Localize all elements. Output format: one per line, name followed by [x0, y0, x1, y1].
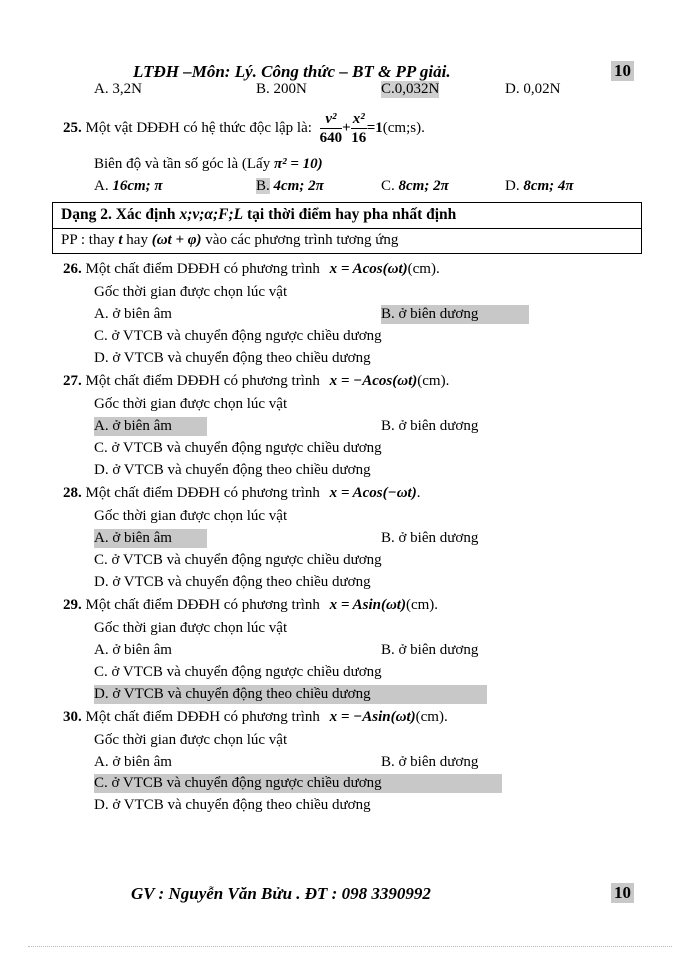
q28-option-a: A. ở biên âm — [94, 530, 172, 546]
question-number: 29. — [63, 597, 82, 613]
section-title-pre: Dạng 2. Xác định — [61, 206, 176, 223]
question-text: Một chất điểm DĐĐH có phương trình — [85, 373, 320, 389]
q30-option-a: A. ở biên âm — [94, 754, 172, 770]
q26-option-d: D. ở VTCB và chuyển động theo chiều dương — [94, 350, 371, 366]
pi-squared-math: π² = 10) — [273, 156, 323, 172]
q29-option-b: B. ở biên dương — [381, 642, 479, 658]
option-value: 8cm; 4π — [523, 178, 574, 194]
q27-option-c: C. ở VTCB và chuyển động ngược chiều dương — [94, 440, 382, 456]
option-label: D. — [505, 178, 520, 194]
question-text: Một chất điểm DĐĐH có phương trình — [85, 485, 320, 501]
q29-option-c: C. ở VTCB và chuyển động ngược chiều dương — [94, 664, 382, 680]
question-number: 30. — [63, 709, 82, 725]
q30-origin: Gốc thời gian được chọn lúc vật — [94, 732, 288, 748]
option-value: 8cm; 2π — [398, 178, 449, 194]
q30-option-b: B. ở biên dương — [381, 754, 479, 770]
question-unit: (cm). — [405, 597, 439, 613]
option-value: 16cm; π — [112, 178, 163, 194]
question-unit: (cm). — [407, 261, 440, 277]
option-label: A. — [94, 178, 109, 194]
question-unit: (cm). — [415, 709, 448, 725]
question-number: 27. — [63, 373, 82, 389]
q25-option-c — [381, 178, 449, 195]
section-title-math: x;v;α;F;L — [179, 206, 244, 223]
footer-teacher: GV : Nguyễn Văn Bửu . ĐT : 098 3390992 — [131, 884, 431, 903]
q27-option-d: D. ở VTCB và chuyển động theo chiều dương — [94, 462, 371, 478]
question-30 — [63, 709, 448, 726]
fraction-numerator: x² — [352, 111, 365, 128]
units: (cm;s). — [382, 120, 425, 136]
section-title — [61, 206, 456, 224]
method-math: (ωt + φ) — [151, 232, 202, 248]
q30-option-c: C. ở VTCB và chuyển động ngược chiều dương — [94, 775, 382, 791]
fraction-denominator: 640 — [319, 130, 343, 147]
q28-option-b: B. ở biên dương — [381, 530, 479, 546]
plus-sign: + — [342, 120, 351, 136]
question-number: 25. — [63, 120, 82, 136]
q26-option-c: C. ở VTCB và chuyển động ngược chiều dương — [94, 328, 382, 344]
q26-option-a: A. ở biên âm — [94, 306, 172, 322]
q25-line2 — [94, 156, 323, 173]
fraction-x2-16 — [351, 110, 367, 147]
question-26 — [63, 261, 440, 278]
header-page-number: 10 — [611, 61, 634, 81]
q25-option-a — [94, 178, 163, 195]
q28-option-c: C. ở VTCB và chuyển động ngược chiều dương — [94, 552, 382, 568]
prev-answer-a: A. 3,2N — [94, 81, 142, 97]
prev-answer-b: B. 200N — [256, 81, 307, 97]
question-text: Một chất điểm DĐĐH có phương trình — [85, 709, 320, 725]
question-text: Một chất điểm DĐĐH có phương trình — [85, 261, 320, 277]
fraction-numerator: v² — [320, 110, 343, 129]
prev-answer-d: D. 0,02N — [505, 81, 561, 97]
question-unit: (cm). — [417, 373, 450, 389]
question-unit: . — [416, 485, 421, 501]
q25-option-b — [256, 178, 324, 195]
footer-page-number: 10 — [611, 883, 634, 903]
q27-option-b: B. ở biên dương — [381, 418, 479, 434]
question-number: 26. — [63, 261, 82, 277]
q29-origin: Gốc thời gian được chọn lúc vật — [94, 620, 288, 636]
q27-option-a: A. ở biên âm — [94, 418, 172, 434]
q26-option-b: B. ở biên dương — [381, 306, 479, 322]
section-title-post: tại thời điểm hay pha nhất định — [246, 206, 457, 223]
q28-origin: Gốc thời gian được chọn lúc vật — [94, 508, 288, 524]
question-25 — [63, 104, 425, 152]
fraction-denominator: 16 — [351, 130, 367, 147]
question-equation: x = −Acos(ωt) — [329, 373, 418, 389]
option-label: C. — [381, 178, 395, 194]
q28-option-d: D. ở VTCB và chuyển động theo chiều dương — [94, 574, 371, 590]
section-title-box — [52, 202, 642, 229]
question-equation: x = −Asin(ωt) — [329, 709, 416, 725]
method-mid: hay — [126, 232, 148, 248]
q25-option-d — [505, 178, 574, 195]
equals-one: =1 — [366, 120, 383, 136]
q26-origin: Gốc thời gian được chọn lúc vật — [94, 284, 288, 300]
page-bottom-divider — [28, 946, 672, 947]
question-equation: x = Acos(−ωt) — [329, 485, 417, 501]
q27-origin: Gốc thời gian được chọn lúc vật — [94, 396, 288, 412]
fraction-v2-640 — [320, 110, 343, 147]
method-text — [61, 232, 398, 249]
option-value: 4cm; 2π — [273, 178, 324, 194]
question-27 — [63, 373, 449, 390]
question-29 — [63, 597, 438, 614]
method-box — [52, 228, 642, 254]
question-text: Một vật DĐĐH có hệ thức độc lập là: — [85, 120, 312, 136]
question-equation: x = Acos(ωt) — [329, 261, 408, 277]
prev-answer-c: C.0,032N — [381, 81, 440, 97]
q29-option-d: D. ở VTCB và chuyển động theo chiều dương — [94, 686, 371, 702]
question-number: 28. — [63, 485, 82, 501]
q30-option-d: D. ở VTCB và chuyển động theo chiều dương — [94, 797, 371, 813]
method-pre: PP : thay — [61, 232, 115, 248]
question-28 — [63, 485, 420, 502]
question-text: Một chất điểm DĐĐH có phương trình — [85, 597, 320, 613]
method-t: t — [118, 232, 123, 248]
q29-option-a: A. ở biên âm — [94, 642, 172, 658]
q25-line2-text: Biên độ và tần số góc là (Lấy — [94, 156, 271, 172]
page-header-title: LTĐH –Môn: Lý. Công thức – BT & PP giải. — [133, 62, 451, 81]
question-equation: x = Asin(ωt) — [329, 597, 406, 613]
option-label: B. — [256, 178, 270, 194]
method-post: vào các phương trình tương ứng — [205, 232, 399, 248]
